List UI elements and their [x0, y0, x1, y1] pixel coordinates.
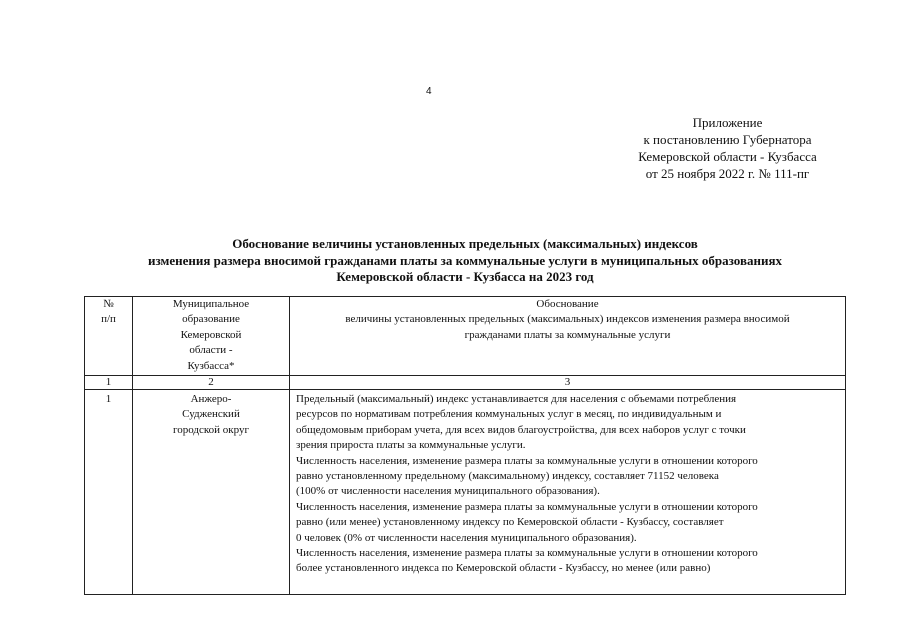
table-row [85, 390, 846, 595]
index-cell-1: 1 [85, 376, 133, 390]
appendix-header [600, 114, 855, 182]
justification-paragraph: Предельный (максимальный) индекс устанавливается для населения с объемами потребления ресурсов по нормативам потребления коммунальных услуг в месяц, по индивидуальным и общедомовым приборам учета, для всех видов благоустройства, для всех наборов услуг с точки зрения прироста платы за коммунальные услуги. [296, 393, 746, 452]
justification-paragraph: Численность населения, изменение размера платы за коммунальные услуги в отношении которого равно (или менее) установленному индексу по Кемеровской области - Кузбассу, составляет 0 человек (0% от численности населения муниципального образования). [296, 500, 758, 544]
table-index-row [85, 376, 846, 390]
page-number: 4 [426, 86, 432, 97]
justification-paragraph: Численность населения, изменение размера платы за коммунальные услуги в отношении которого равно установленному предельному (максимальному) индексу, составляет 71152 человека (100% от численности населения муниципального образования). [296, 454, 758, 498]
appendix-line-3: Кемеровской области - Кузбасса [638, 149, 817, 164]
justification-table [84, 296, 846, 595]
row-number: 1 [85, 390, 133, 595]
title-line-1: Обоснование величины установленных предельных (максимальных) индексов [232, 236, 698, 251]
index-cell-3: 3 [290, 376, 846, 390]
title-line-2: изменения размера вносимой гражданами платы за коммунальные услуги в муниципальных образованиях [147, 252, 783, 268]
row-justification-text [290, 390, 846, 595]
appendix-line-1: Приложение [692, 115, 763, 130]
appendix-line-4: от 25 ноября 2022 г. № 111-пг [645, 166, 810, 181]
title-line-3: Кемеровской области - Кузбасса на 2023 год [336, 269, 594, 284]
header-justification: Обоснование величины установленных предельных (максимальных) индексов изменения размера вносимой гражданами платы за коммунальные услуги [290, 297, 846, 376]
row-municipality: Анжеро- Судженский городской округ [133, 390, 290, 595]
index-cell-2: 2 [133, 376, 290, 390]
header-number: № п/п [85, 297, 133, 376]
header-municipality: Муниципальное образование Кемеровской области - Кузбасса* [133, 297, 290, 376]
appendix-line-2: к постановлению Губернатора [643, 132, 812, 147]
justification-paragraph: Численность населения, изменение размера платы за коммунальные услуги в отношении которого более установленного индекса по Кемеровской области - Кузбассу, но менее (или равно) [296, 547, 758, 575]
table-header-row [85, 297, 846, 376]
document-title [80, 236, 850, 286]
